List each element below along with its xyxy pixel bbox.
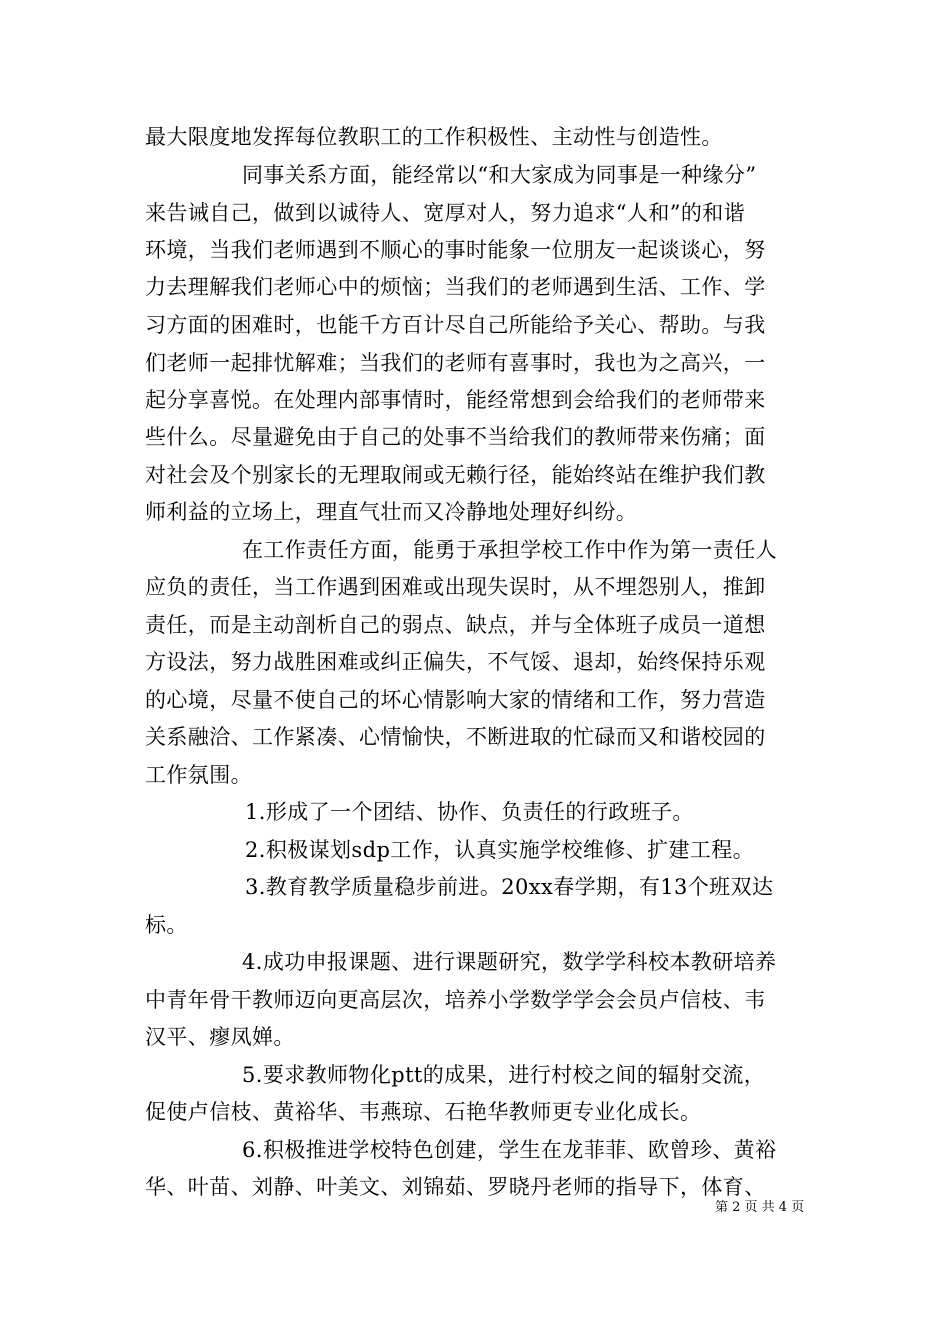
- text-line: 关系融洽、工作紧凑、心情愉快，不断进取的忙碌而又和谐校园的: [145, 725, 766, 749]
- text-line: 工作氛围。: [145, 763, 252, 787]
- text-line: 方设法，努力战胜困难或纠正偏失，不气馁、退却，始终保持乐观: [145, 650, 766, 674]
- page-number-footer: 第 2 页 共 4 页: [715, 1200, 805, 1215]
- text-line: 些什么。尽量避免由于自己的处事不当给我们的教师带来伤痛；面: [145, 425, 766, 449]
- text-line: 们老师一起排忧解难；当我们的老师有喜事时，我也为之高兴，一: [145, 351, 766, 375]
- list-item-4: 4.成功申报课题、进行课题研究，数学学科校本教研培养: [242, 950, 777, 974]
- list-item-2: 2.积极谋划sdp工作，认真实施学校维修、扩建工程。: [245, 838, 755, 862]
- text-line: 汉平、瘳凤婵。: [145, 1025, 295, 1049]
- list-item-5: 5.要求教师物化ptt的成果，进行村校之间的辐射交流，: [242, 1063, 766, 1087]
- list-item-6: 6.积极推进学校特色创建，学生在龙菲菲、欧曾珍、黄裕: [242, 1138, 777, 1162]
- list-item-1: 1.形成了一个团结、协作、负责任的行政班子。: [245, 800, 694, 824]
- text-line: 师利益的立场上，理直气壮而又冷静地处理好纠纷。: [145, 500, 638, 524]
- text-line: 应负的责任，当工作遇到困难或出现失误时，从不埋怨别人，推卸: [145, 575, 766, 599]
- text-line: 力去理解我们老师心中的烦恼；当我们的老师遇到生活、工作、学: [145, 275, 766, 299]
- text-line: 促使卢信枝、黄裕华、韦燕琼、石艳华教师更专业化成长。: [145, 1100, 702, 1124]
- text-line: 华、叶苗、刘静、叶美文、刘锦茹、罗晓丹老师的指导下，体育、: [145, 1175, 766, 1199]
- text-line: 中青年骨干教师迈向更高层次，培养小学数学学会会员卢信枝、韦: [145, 988, 766, 1012]
- text-line: 的心境，尽量不使自己的坏心情影响大家的情绪和工作，努力营造: [145, 688, 766, 712]
- paragraph-start-line: 在工作责任方面，能勇于承担学校工作中作为第一责任人: [242, 538, 777, 562]
- text-line: 习方面的困难时，也能千方百计尽自己所能给予关心、帮助。与我: [145, 313, 766, 337]
- text-line: 责任，而是主动剖析自己的弱点、缺点，并与全体班子成员一道想: [145, 613, 766, 637]
- list-item-3: 3.教育教学质量稳步前进。20xx春学期，有13个班双达: [245, 875, 774, 899]
- text-line: 起分享喜悦。在处理内部事情时，能经常想到会给我们的老师带来: [145, 388, 766, 412]
- text-line: 对社会及个别家长的无理取闹或无赖行径，能始终站在维护我们教: [145, 463, 766, 487]
- paragraph-start-line: 同事关系方面，能经常以“和大家成为同事是一种缘分”: [242, 163, 757, 187]
- text-line: 来告诫自己，做到以诚待人、宽厚对人，努力追求“人和”的和谐: [145, 201, 746, 225]
- text-line: 最大限度地发挥每位教职工的工作积极性、主动性与创造性。: [145, 125, 723, 149]
- text-line: 环境，当我们老师遇到不顺心的事时能象一位朋友一起谈谈心，努: [145, 238, 766, 262]
- text-line: 标。: [145, 913, 188, 937]
